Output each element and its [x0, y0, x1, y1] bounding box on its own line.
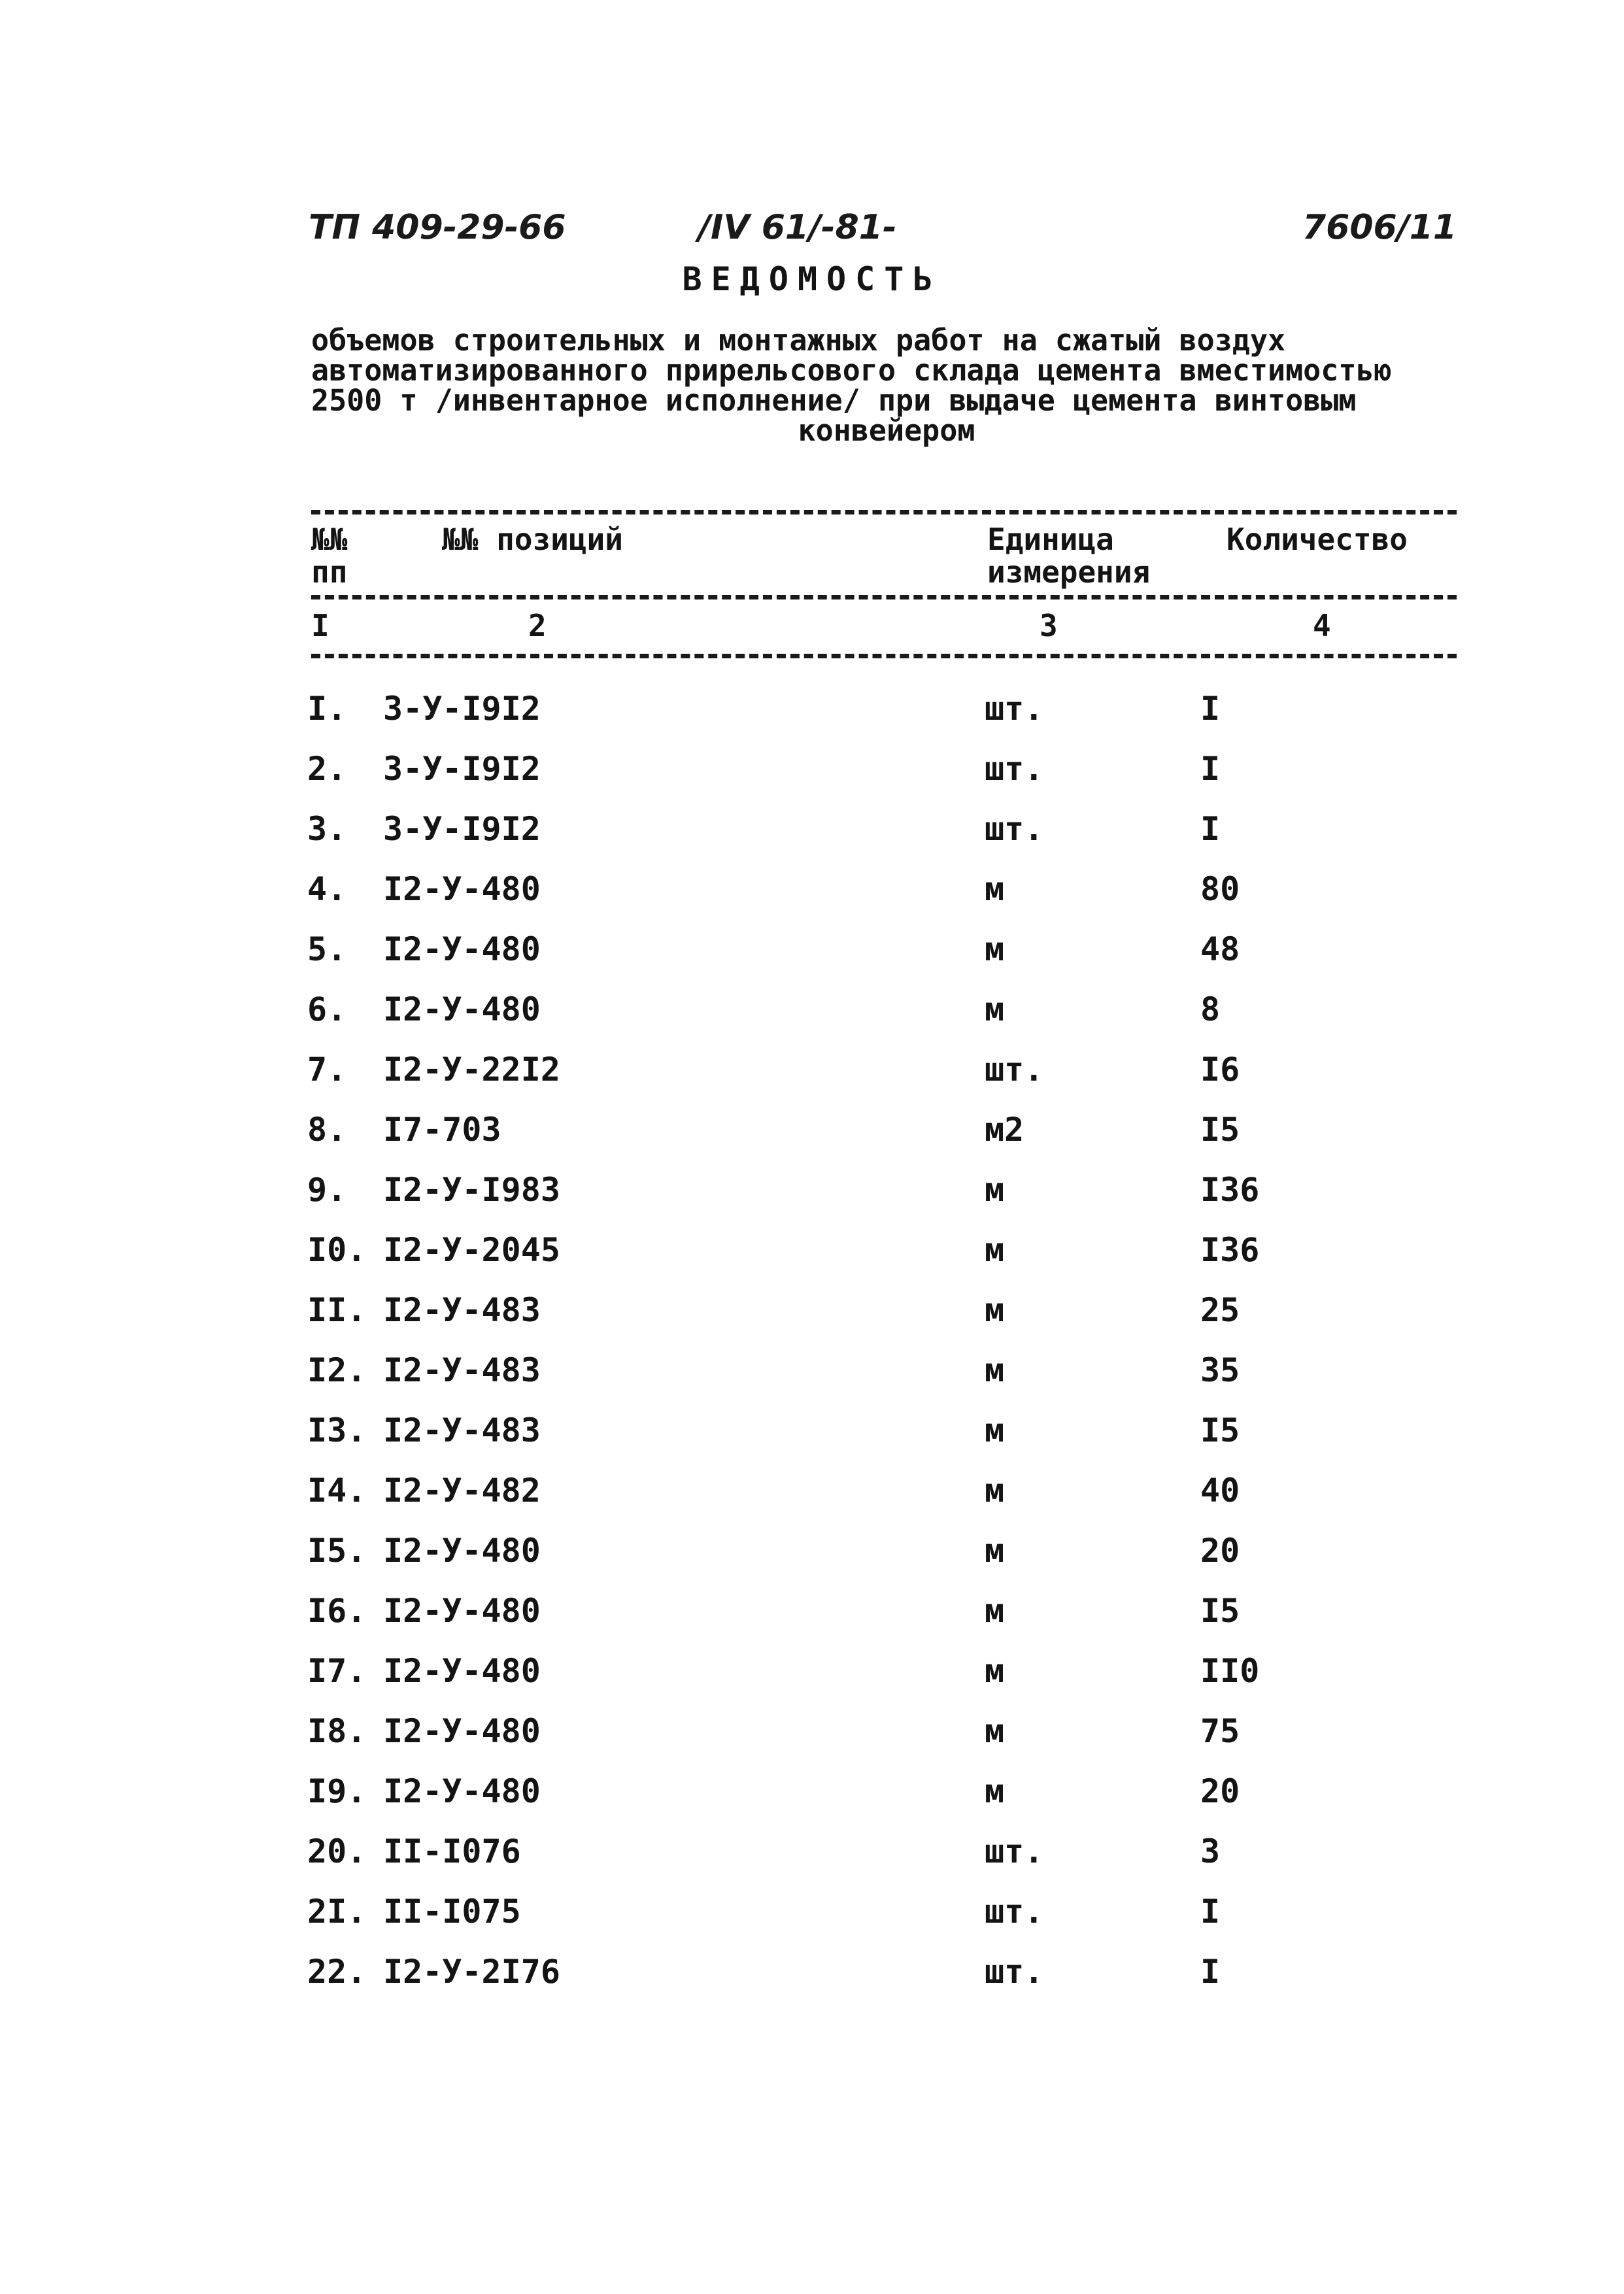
row-quantity: 3 [1200, 1832, 1221, 1870]
row-number: II. [307, 1291, 367, 1329]
row-number: I. [307, 690, 347, 728]
row-number: I9. [307, 1772, 367, 1810]
column-number: 4 [1313, 608, 1331, 643]
row-position: I2-У-480 [383, 1652, 541, 1690]
row-unit: шт. [985, 1051, 1044, 1088]
table-row [0, 750, 1624, 810]
row-position: I2-У-480 [383, 990, 541, 1028]
table-row [0, 1111, 1624, 1171]
row-unit: м [985, 1351, 1005, 1389]
row-quantity: 25 [1200, 1291, 1240, 1329]
table-row [0, 870, 1624, 930]
table-row [0, 1652, 1624, 1712]
column-number: 2 [528, 608, 547, 643]
row-unit: м [985, 1772, 1005, 1810]
row-unit: шт. [985, 810, 1044, 848]
row-quantity: I36 [1200, 1171, 1260, 1209]
row-quantity: 48 [1200, 930, 1240, 968]
row-unit: шт. [985, 1953, 1044, 1991]
row-position: I2-У-2I76 [383, 1953, 560, 1991]
table-row [0, 1953, 1624, 2013]
row-quantity: 20 [1200, 1532, 1240, 1570]
row-number: 5. [307, 930, 347, 968]
row-quantity: I36 [1200, 1231, 1260, 1269]
table-row [0, 1171, 1624, 1231]
table-row [0, 1291, 1624, 1351]
row-position: I2-У-483 [383, 1291, 541, 1329]
row-position: II-I075 [383, 1893, 521, 1931]
table-row [0, 930, 1624, 990]
row-position: I2-У-480 [383, 1592, 541, 1630]
row-position: I2-У-483 [383, 1351, 541, 1389]
row-position: 3-У-I9I2 [383, 750, 541, 788]
row-unit: м [985, 870, 1005, 908]
row-quantity: I [1200, 750, 1221, 788]
table-row [0, 1772, 1624, 1832]
table-row [0, 1051, 1624, 1111]
row-quantity: I [1200, 1953, 1221, 1991]
row-number: 8. [307, 1111, 347, 1149]
header-row-number [311, 523, 347, 588]
row-position: I2-У-480 [383, 1712, 541, 1750]
table-row [0, 1472, 1624, 1532]
row-number: I5. [307, 1532, 367, 1570]
header-unit-line2: измерения [987, 554, 1151, 590]
row-unit: шт. [985, 1893, 1044, 1931]
row-quantity: I6 [1200, 1051, 1240, 1088]
subtitle-line: конвейером [798, 413, 975, 448]
subtitle-line: объемов строительных и монтажных работ на сжатый воздух [311, 323, 1286, 358]
row-position: I2-У-I983 [383, 1171, 560, 1209]
table-top-rule [311, 510, 1457, 514]
row-number: I0. [307, 1231, 367, 1269]
table-row [0, 1832, 1624, 1893]
row-number: 6. [307, 990, 347, 1028]
row-quantity: 80 [1200, 870, 1240, 908]
row-unit: м [985, 1592, 1005, 1630]
row-unit: шт. [985, 1832, 1044, 1870]
row-position: I2-У-482 [383, 1472, 541, 1510]
row-quantity: 40 [1200, 1472, 1240, 1510]
header-unit [987, 523, 1150, 588]
row-number: 20. [307, 1832, 367, 1870]
row-position: I2-У-480 [383, 870, 541, 908]
subtitle-line: 2500 т /инвентарное исполнение/ при выдаче цемента винтовым [311, 383, 1357, 418]
row-quantity: 35 [1200, 1351, 1240, 1389]
row-unit: м [985, 990, 1005, 1028]
document-subtitle [311, 323, 1462, 448]
row-position: I2-У-22I2 [383, 1051, 560, 1088]
row-number: I6. [307, 1592, 367, 1630]
row-number: 22. [307, 1953, 367, 1991]
row-quantity: 75 [1200, 1712, 1240, 1750]
table-row [0, 1893, 1624, 1953]
row-unit: шт. [985, 750, 1044, 788]
sheet-number: 7606/11 [1302, 208, 1457, 247]
row-position: I7-703 [383, 1111, 501, 1149]
header-row-number-line2: пп [311, 554, 348, 590]
column-numbers-rule [311, 654, 1457, 658]
row-unit: м [985, 1291, 1005, 1329]
row-position: II-I076 [383, 1832, 521, 1870]
row-quantity: I [1200, 810, 1221, 848]
column-number: I [311, 608, 330, 643]
row-number: I2. [307, 1351, 367, 1389]
row-number: I8. [307, 1712, 367, 1750]
row-number: 4. [307, 870, 347, 908]
row-number: 2. [307, 750, 347, 788]
album-code: /IV 61/-81- [698, 208, 897, 247]
row-position: 3-У-I9I2 [383, 690, 541, 728]
document-title: ВЕДОМОСТЬ [682, 260, 942, 298]
header-row-number-line1: №№ [311, 522, 348, 557]
row-unit: м2 [985, 1111, 1024, 1149]
row-number: 9. [307, 1171, 347, 1209]
header-quantity: Количество [1226, 522, 1408, 557]
row-number: 2I. [307, 1893, 367, 1931]
row-quantity: I [1200, 1893, 1221, 1931]
table-body [0, 690, 1624, 2013]
row-quantity: 20 [1200, 1772, 1240, 1810]
column-number: 3 [1040, 608, 1058, 643]
row-unit: м [985, 930, 1005, 968]
row-quantity: 8 [1200, 990, 1221, 1028]
table-row [0, 1592, 1624, 1652]
row-unit: м [985, 1411, 1005, 1449]
header-rule [311, 595, 1457, 599]
document-code: ТП 409-29-66 [309, 208, 566, 247]
row-position: 3-У-I9I2 [383, 810, 541, 848]
table-row [0, 1231, 1624, 1291]
row-number: I7. [307, 1652, 367, 1690]
row-unit: м [985, 1231, 1005, 1269]
row-number: I4. [307, 1472, 367, 1510]
table-row [0, 1351, 1624, 1411]
row-quantity: I5 [1200, 1111, 1240, 1149]
row-unit: м [985, 1171, 1005, 1209]
row-quantity: II0 [1200, 1652, 1260, 1690]
table-row [0, 1712, 1624, 1772]
row-unit: м [985, 1532, 1005, 1570]
row-unit: м [985, 1712, 1005, 1750]
row-position: I2-У-483 [383, 1411, 541, 1449]
subtitle-line: автоматизированного прирельсового склада цемента вместимостью [311, 353, 1392, 388]
row-position: I2-У-2045 [383, 1231, 560, 1269]
row-quantity: I5 [1200, 1592, 1240, 1630]
row-number: 7. [307, 1051, 347, 1088]
row-unit: м [985, 1652, 1005, 1690]
row-unit: шт. [985, 690, 1044, 728]
table-row [0, 690, 1624, 750]
row-quantity: I5 [1200, 1411, 1240, 1449]
header-positions: №№ позиций [442, 522, 623, 557]
row-unit: м [985, 1472, 1005, 1510]
row-position: I2-У-480 [383, 1772, 541, 1810]
row-number: 3. [307, 810, 347, 848]
row-position: I2-У-480 [383, 1532, 541, 1570]
row-number: I3. [307, 1411, 367, 1449]
table-row [0, 1532, 1624, 1592]
row-position: I2-У-480 [383, 930, 541, 968]
row-quantity: I [1200, 690, 1221, 728]
table-row [0, 990, 1624, 1051]
table-row [0, 810, 1624, 870]
header-unit-line1: Единица [987, 522, 1114, 557]
table-row [0, 1411, 1624, 1472]
